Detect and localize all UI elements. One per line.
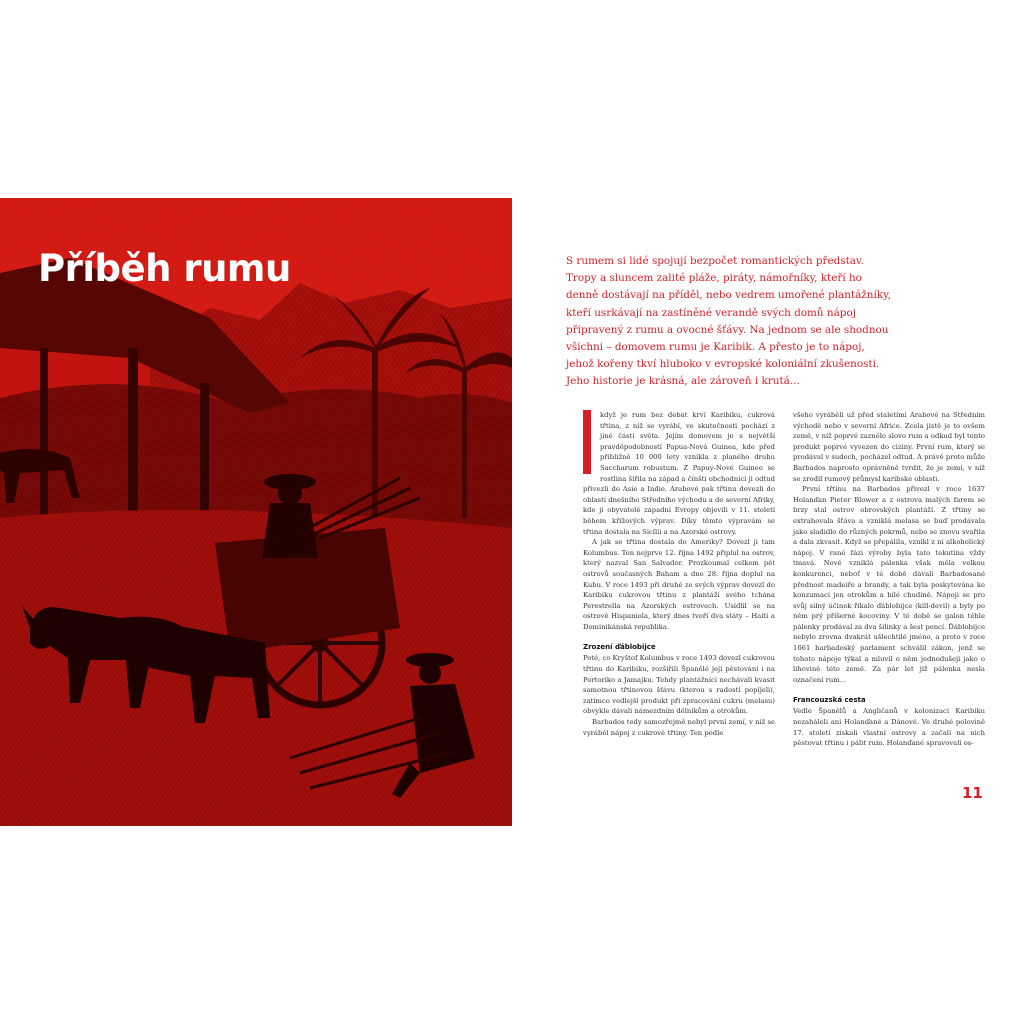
lead-line: připravený z rumu a ovocné šťávy. Na jednom se ale shodnou [566, 323, 889, 336]
body-column-1 [583, 410, 775, 738]
body-paragraph: První třtinu na Barbados přivezl v roce 1637 Holanďan Pieter Blower a z ostrova malých farem se brzy stal ostrov obrovských plantáží. Z třtiny se extrahovala šťáva a vzniklá melasa se buď prodávala jako sladidlo do různých pokrmů, nebo se znovu svařila a dala zkvasit. Když se přepálila, vznikl z ní alkoholický nápoj. V rané fázi výroby byla tato tekutina vždy tmavá. Nově vzniklá pálenka však měla velkou konkurenci, neboť v té době dávali Barbadosané přednost madeiře a brandy, a tak byla poskytována ke konzumaci jen otrokům a bílé chudině. Nápoji se pro svůj silný účinek říkalo ďáblobijce (kill-devil) a byly po něm prý příšerné kocoviny. V té době se galon téhle pálenky prodával za dva šilinky a šest pencí. Ďáblobijce nebylo zrovna dvakrát ušlechtilé jméno, a proto v roce 1661 barbadoský parlament schválil zákon, jenž se tohoto nápoje týkal a mluvil o něm jednodušeji jako o lihovině této země. Za pár let již pálenka nesla označení rum... [793, 485, 985, 684]
lead-line: Tropy a sluncem zalité pláže, piráty, námořníky, kteří ho [566, 272, 862, 285]
lead-line: S rumem si lidé spojují bezpočet romantických představ. [566, 255, 864, 267]
section-heading: Francouzská cesta [793, 696, 866, 705]
page-number: 11 [962, 784, 983, 802]
body-paragraph: Barbados tedy samozřejmě nebyl první zemí, v níž se vyráběl nápoj z cukrové třtiny. Ten podle [583, 718, 775, 737]
plantation-illustration [0, 198, 512, 826]
body-paragraph: A jak se třtina dostala do Ameriky? Dovezl ji tam Kolumbus. Ten nejprve 12. října 1492 připlul na ostrov, který nazval San Salvador. Prozkoumal celkem pět ostrovů současných Baham a dne 28. října doplul na Kubu. V roce 1493 při druhé ze svých výprav dovezl do Karibiku cukrovou třtinu z plantáží svého tchána Perestrella na Azorských ostrovech. Usídlil se na ostrově Hispaniola, který dnes tvoří dva státy – Haiti a Dominikánská republika. [583, 538, 775, 631]
section-heading: Zrození ďáblobijce [583, 643, 656, 652]
lead-line: kteří usrkávají na zastíněné verandě svých domů nápoj [566, 306, 856, 319]
lead-paragraph [566, 253, 986, 391]
body-paragraph: když je rum bez debat krví Karibiku, cukrová třtina, z níž se vyrábí, ve skutečnosti pochází z jiné části světa. Jejím domovem je s největší pravděpodobností Papua-Nová Guinea, kde před přibližně 10 000 lety vznikla z planého druhu Saccharum robustum. Z Papuy-Nové Guinee se rostlina šířila na západ a čínští obchodníci ji odtud přivezli do Asie a Indie. Arabové pak třtinu dovezli do oblasti dnešního Středního východu a do severní Afriky, kde ji obyvatelé západní Evropy objevili v 11. století během křížových výprav. Díky těmto výpravám se třtina dostala na Sicílii a na Azorské ostrovy. [583, 411, 775, 536]
body-paragraph: Vedle Španělů a Angličanů v kolonizaci Karibiku nezaháleli ani Holanďané a Dánové. Ve druhé polovině 17. století získali vlastní ostrovy a začali na nich pěstovat třtinu i pálit rum. Holanďané spravovali os- [793, 707, 985, 748]
body-column-2 [793, 410, 985, 749]
body-paragraph: všeho vyráběli už před staletími Arabové na Středním východě nebo v severní Africe. Zcela jistě je to ovšem země, v níž poprvé zaznělo slovo rum a odkud byl tento produkt poprvé vyvezen do ciziny. První rum, který se prodával v sudech, pocházel odtud. A právě proto může Barbados naprosto oprávněně tvrdit, že je zemí, v níž se zrodil rumový průmysl karibské oblasti. [793, 411, 985, 483]
lead-line: jehož kořeny tkví hluboko v evropské koloniální zkušenosti. [566, 358, 880, 371]
body-paragraph: Poté, co Kryštof Kolumbus v roce 1493 dovezl cukrovou třtinu do Karibiku, rozšířili Španělé její pěstování i na Portoriko a Jamajku. Tehdy plantážníci nechávali kvasit samotnou třtinovou šťávu (kterou s radostí popíjeli), zatímco vedlejší produkt při zpracování cukru (melasu) obvykle dávali námezdním dělníkům a otrokům. [583, 654, 776, 716]
dropcap-bar [583, 410, 591, 474]
sugarcane-plantation-engraving-icon [0, 198, 512, 826]
lead-line: Jeho historie je krásná, ale zároveň i krutá... [566, 375, 800, 388]
page-title: Příběh rumu [38, 247, 291, 290]
lead-line: všichni – domovem rumu je Karibik. A přesto je to nápoj, [566, 341, 865, 354]
lead-line: denně dostávají na příděl, nebo vedrem umořené plantážníky, [566, 289, 891, 302]
